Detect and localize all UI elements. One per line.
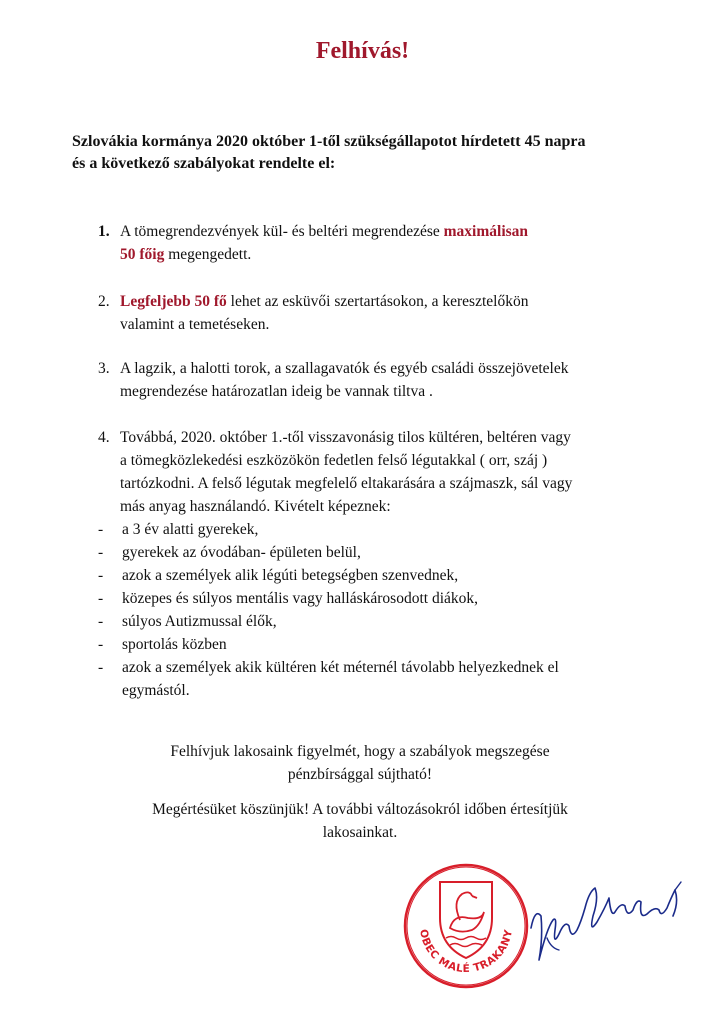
rule-item-4 bbox=[98, 426, 638, 702]
rule-number: 2. bbox=[98, 293, 110, 310]
rule-highlight: maximálisan bbox=[443, 223, 529, 240]
rule-number: 1. bbox=[98, 223, 110, 240]
outro-paragraph-2: Megértésüket köszünjük! A további változásokról időben értesítjük lakosainkat. bbox=[152, 801, 568, 841]
rule-text-line-2: valamint a temetéseken. bbox=[120, 316, 270, 333]
signature-icon bbox=[525, 868, 695, 978]
rule-highlight-2: 50 főig bbox=[120, 246, 165, 263]
list-item: - sportolás közben bbox=[98, 633, 638, 656]
list-item: - gyerekek az óvodában- épületen belül, bbox=[98, 541, 638, 564]
exceptions-list bbox=[120, 518, 638, 702]
municipal-stamp bbox=[402, 862, 530, 995]
rule-number: 4. bbox=[98, 429, 110, 446]
stamp-seal-icon bbox=[402, 862, 530, 990]
rule-text-line-3: tartózkodni. A felső légutak megfelelő eltakarására a szájmaszk, sál vagy bbox=[120, 475, 573, 492]
rule-text-end: megengedett. bbox=[164, 246, 252, 263]
stamp-text: OBEC MALÉ TRAKANY bbox=[416, 928, 515, 976]
rule-text: lehet az esküvői szertartásokon, a keresztelőkön bbox=[226, 293, 529, 310]
list-item: - a 3 év alatti gyerekek, bbox=[98, 518, 638, 541]
intro-paragraph bbox=[72, 131, 672, 175]
rule-text-line-1: Továbbá, 2020. október 1.-től visszavonásig tilos kültéren, beltéren vagy bbox=[120, 429, 571, 446]
rule-item-2 bbox=[98, 290, 638, 336]
svg-text:OBEC MALÉ TRAKANY bbox=[417, 928, 515, 975]
list-item: - azok a személyek akik kültéren két méternél távolabb helyezkednek el egymástól. bbox=[98, 656, 638, 702]
intro-line-2: és a következő szabályokat rendelte el: bbox=[72, 155, 336, 172]
rule-text: A tömegrendezvények kül- és beltéri megrendezése bbox=[120, 223, 444, 240]
rule-item-1 bbox=[98, 220, 638, 266]
rule-highlight: Legfeljebb 50 fő bbox=[120, 293, 227, 310]
page-title: Felhívás! bbox=[315, 38, 410, 64]
rule-item-3 bbox=[98, 357, 638, 403]
rule-text-line-2: megrendezése határozatlan ideig be vannak tiltva . bbox=[120, 383, 433, 400]
outro-paragraph-1: Felhívjuk lakosaink figyelmét, hogy a szabályok megszegése pénzbírsággal sújtható! bbox=[170, 743, 550, 783]
rule-text-line-4: más anyag használandó. Kivételt képeznek: bbox=[120, 498, 391, 515]
rule-text-line-2: a tömegközlekedési eszközökön fedetlen felső légutakkal ( orr, száj ) bbox=[120, 452, 548, 469]
rule-text-line-1: A lagzik, a halotti torok, a szallagavatók és egyéb családi összejövetelek bbox=[120, 360, 569, 377]
signature bbox=[525, 868, 695, 983]
list-item: - azok a személyek alik légúti betegségben szenvednek, bbox=[98, 564, 638, 587]
rule-number: 3. bbox=[98, 360, 110, 377]
list-item: - súlyos Autizmussal élők, bbox=[98, 610, 638, 633]
intro-line-1: Szlovákia kormánya 2020 október 1-től szükségállapotot hírdetett 45 napra bbox=[72, 133, 586, 150]
list-item: - közepes és súlyos mentális vagy halláskárosodott diákok, bbox=[98, 587, 638, 610]
